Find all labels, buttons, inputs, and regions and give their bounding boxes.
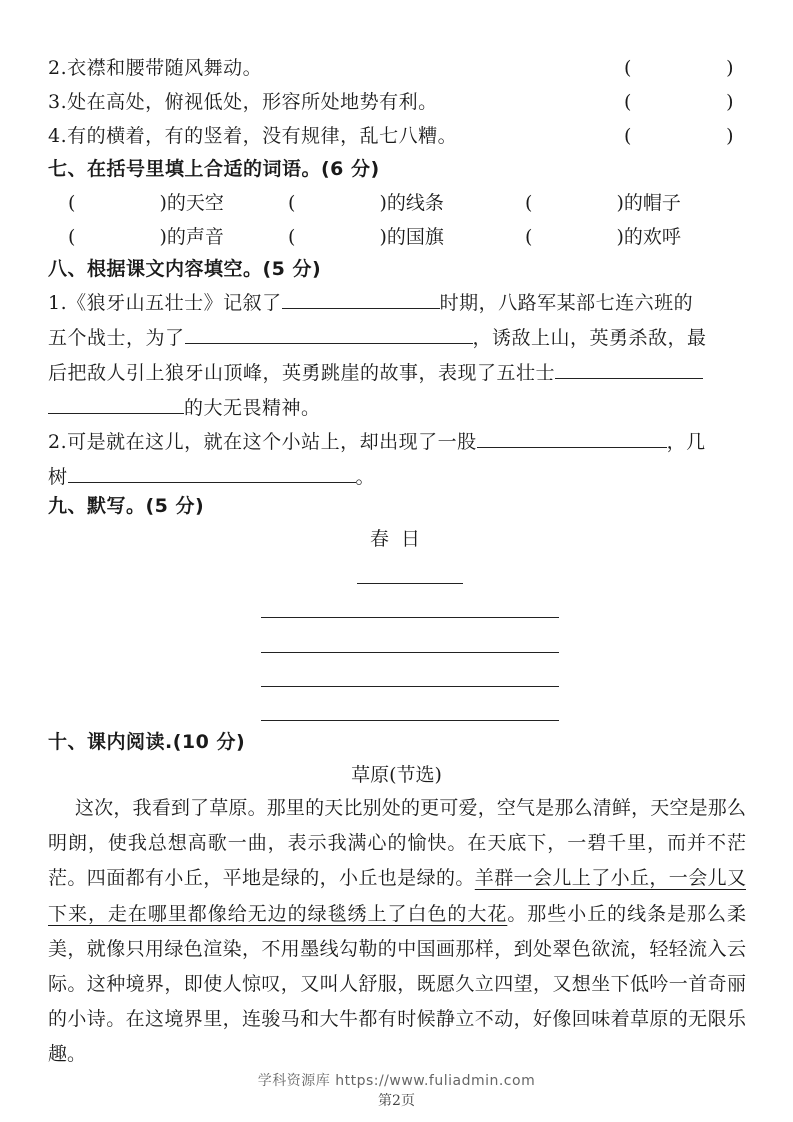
poem-line-blank[interactable] (261, 686, 559, 687)
answer-parens[interactable]: ( ) (624, 125, 734, 147)
fill-blank-item[interactable]: ( )的声音 (68, 226, 224, 248)
watermark: 学科资源库 https://www.fuliadmin.com (257, 1073, 536, 1089)
poem-line-blank[interactable] (261, 652, 559, 653)
underlined-sentence: 羊群一会儿上了小丘，一会儿又下来，走在哪里都像给无边的绿毯绣上了白色的大花 (48, 867, 746, 925)
author-blank[interactable] (357, 583, 463, 584)
poem-line-blank[interactable] (261, 720, 559, 721)
poem-title: 春 日 (369, 528, 424, 550)
fill-blank-item[interactable]: ( )的欢呼 (525, 226, 681, 248)
section-9-title: 九、默写。(5 分) (48, 495, 205, 517)
question-line: 2.可是就在这儿，就在这个小站上，却出现了一股 ，几 (48, 425, 748, 459)
answer-blank[interactable] (477, 427, 667, 448)
page-number: 第2页 (378, 1093, 415, 1109)
section-8-title: 八、根据课文内容填空。(5 分) (48, 258, 322, 280)
question-line: 的大无畏精神。 (48, 391, 748, 425)
fill-blank-item[interactable]: ( )的国旗 (288, 226, 444, 248)
poem-line-blank[interactable] (261, 617, 559, 618)
fill-blank-item[interactable]: ( )的线条 (288, 192, 444, 214)
judge-item-4 (48, 119, 748, 153)
judge-item-3 (48, 85, 748, 119)
judge-item-text: 3.处在高处，俯视低处，形容所处地势有利。 (48, 91, 438, 113)
judge-item-2 (48, 51, 748, 85)
answer-blank[interactable] (68, 462, 356, 483)
answer-blank[interactable] (48, 393, 184, 414)
judge-item-text: 2.衣襟和腰带随风舞动。 (48, 57, 263, 79)
fill-blank-item[interactable]: ( )的帽子 (525, 192, 681, 214)
passage-title: 草原(节选) (351, 764, 442, 786)
answer-parens[interactable]: ( ) (624, 91, 734, 113)
question-line: 五个战士，为了 ，诱敌上山，英勇杀敌，最 (48, 321, 748, 355)
answer-blank[interactable] (282, 288, 440, 309)
judge-item-text: 4.有的横着，有的竖着，没有规律，乱七八糟。 (48, 125, 458, 147)
fill-blank-item[interactable]: ( )的天空 (68, 192, 224, 214)
section-10-title: 十、课内阅读.(10 分) (48, 731, 246, 753)
section-7-title: 七、在括号里填上合适的词语。(6 分) (48, 158, 380, 180)
question-line: 1.《狼牙山五壮士》记叙了 时期，八路军某部七连六班的 (48, 286, 748, 320)
question-line: 后把敌人引上狼牙山顶峰，英勇跳崖的故事，表现了五壮士 (48, 356, 748, 390)
answer-blank[interactable] (555, 358, 703, 379)
question-line: 树 。 (48, 460, 748, 494)
answer-blank[interactable] (185, 323, 473, 344)
answer-parens[interactable]: ( ) (624, 57, 734, 79)
reading-passage: 这次，我看到了草原。那里的天比别处的更可爱，空气是那么清鲜，天空是那么明朗，使我总想高歌一曲，表示我满心的愉快。在天底下，一碧千里，而并不茫茫。四面都有小丘，平地是绿的，小丘也是绿的。羊群一会儿上了小丘，一会儿又下来，走在哪里都像给无边的绿毯绣上了白色的大花。那些小丘的线条是那么柔美，就像只用绿色渲染，不用墨线勾勒的中国画那样，到处翠色欲流，轻轻流入云际。这种境界，即使人惊叹，又叫人舒服，既愿久立四望，又想坐下低吟一首奇丽的小诗。在这境界里，连骏马和大牛都有时候静立不动，好像回味着草原的无限乐趣。 (48, 797, 746, 1066)
